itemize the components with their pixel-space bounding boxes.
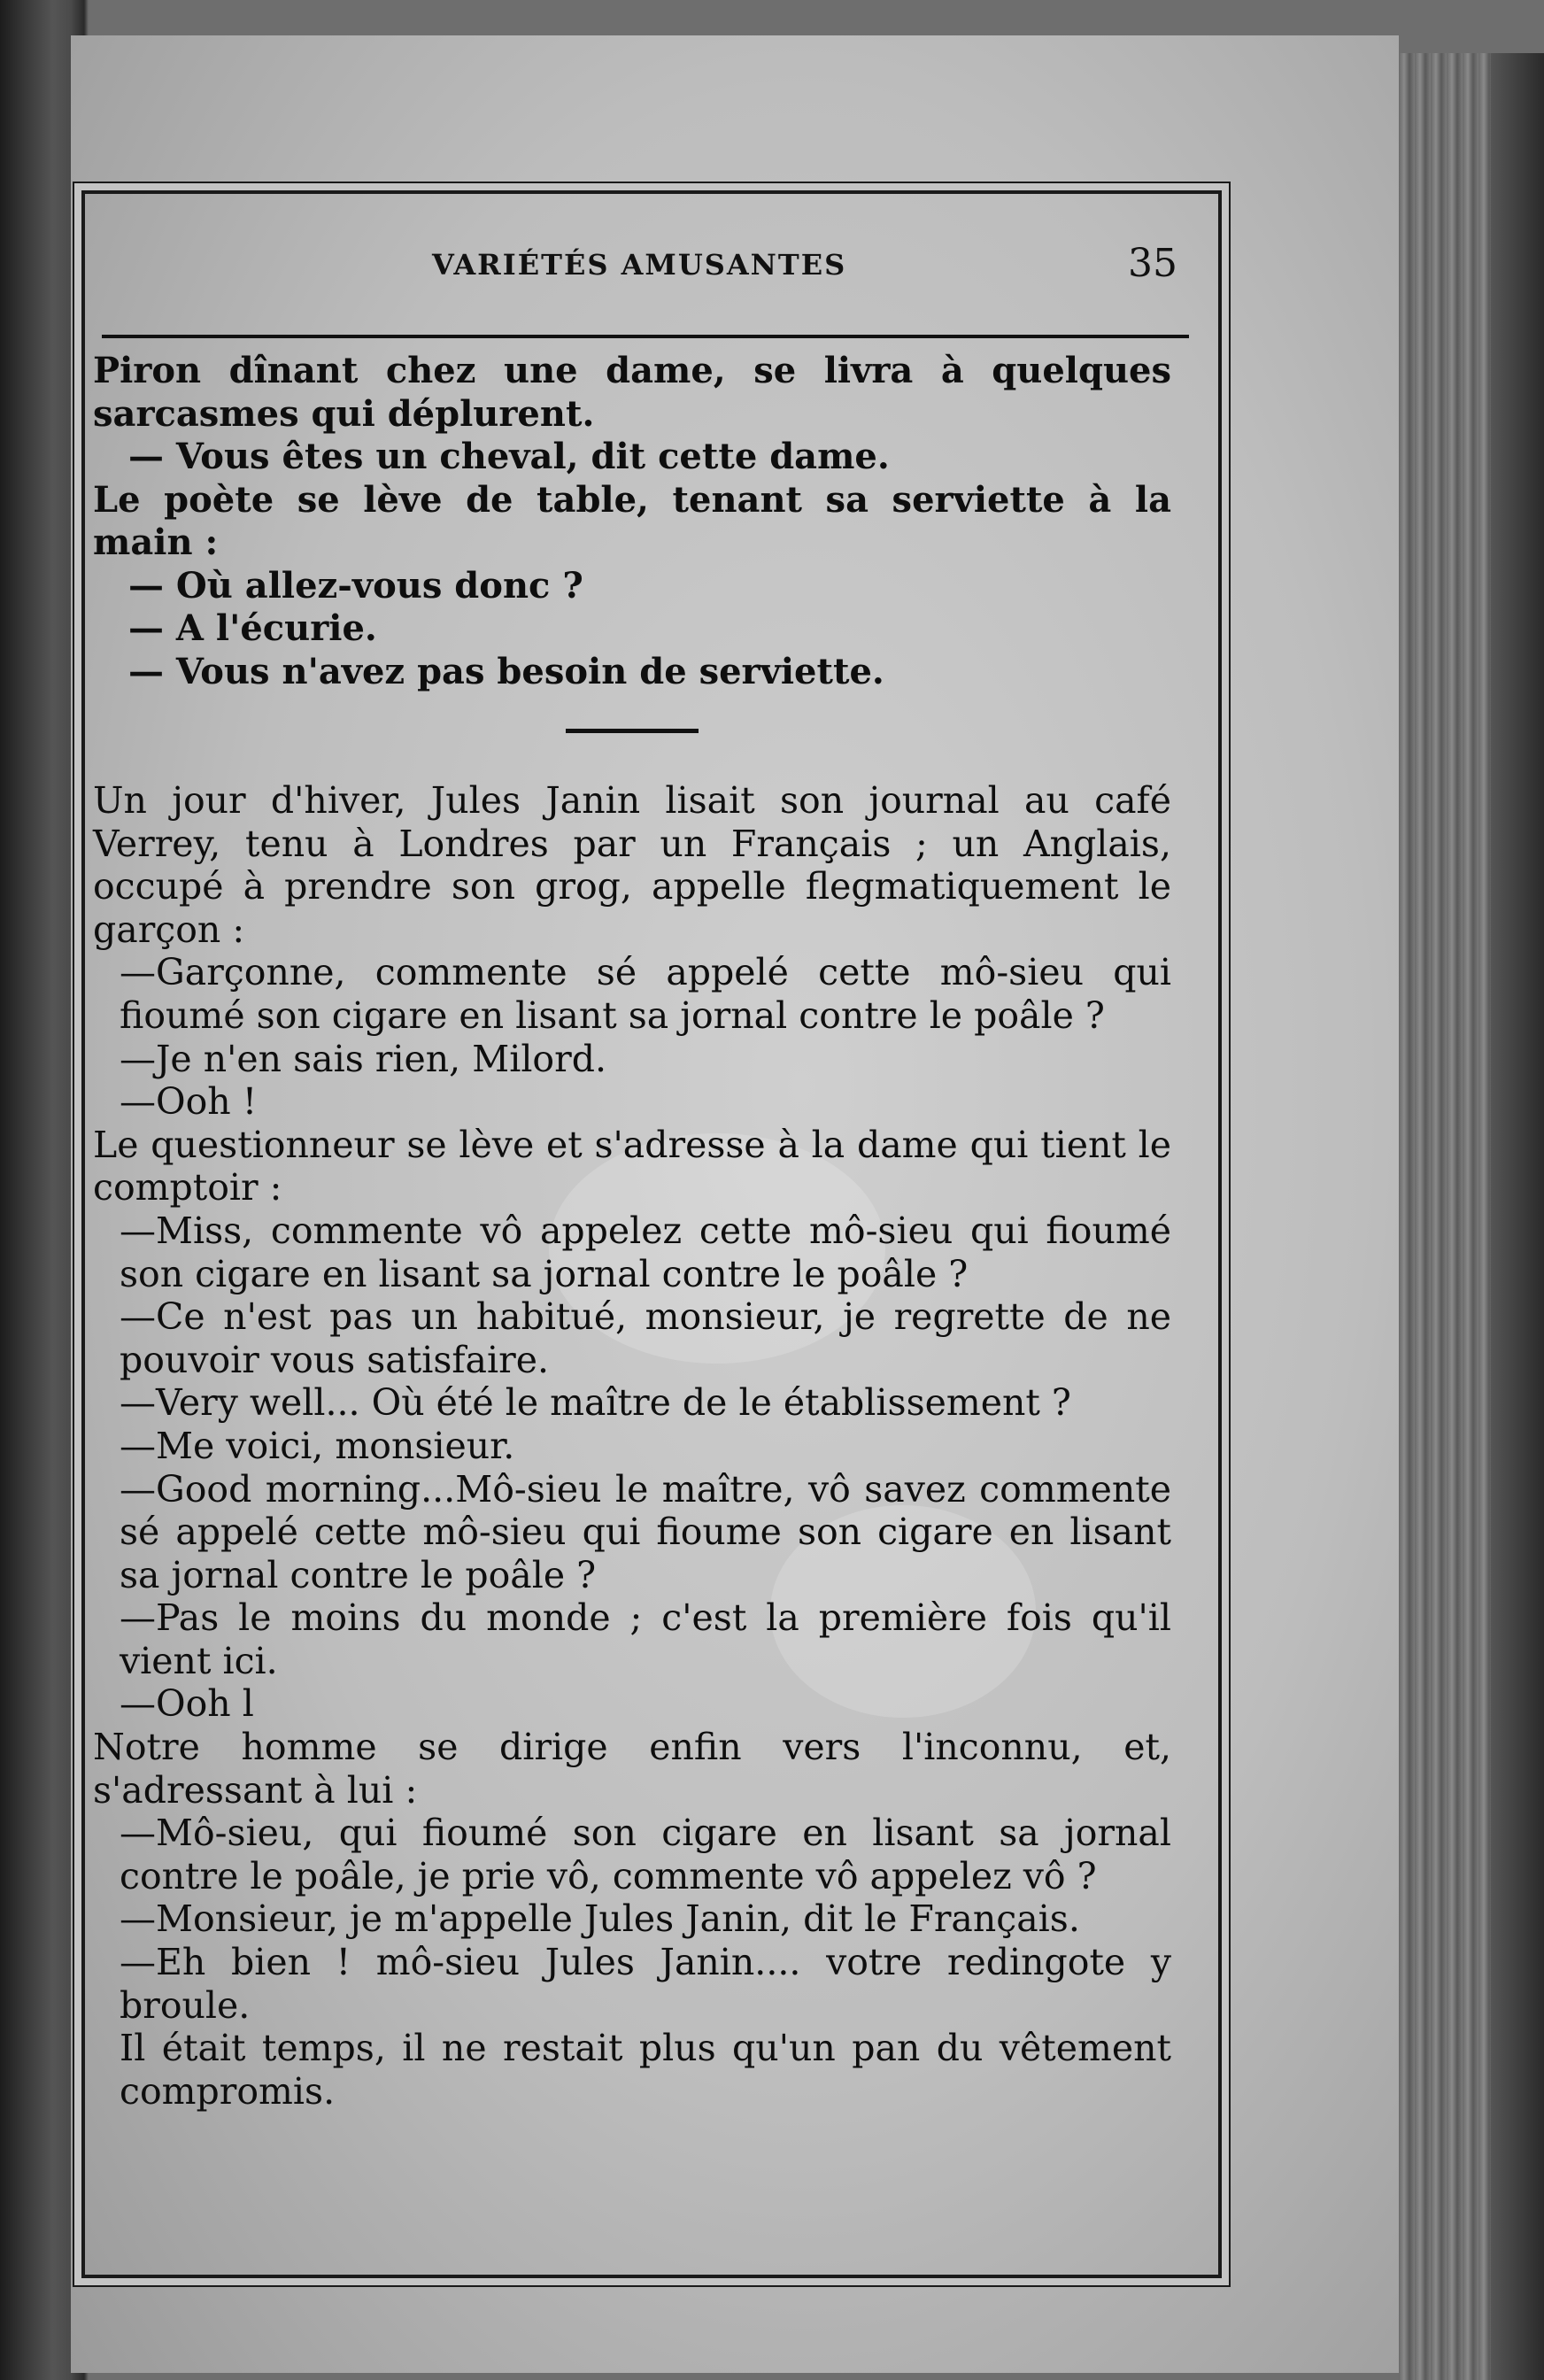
dialogue-line: —Good morning...Mô-sieu le maître, vô savez commente sé appelé cette mô-sieu qui fioume son cigare en lisant sa jornal contre le poâle ? <box>120 1467 1171 1596</box>
dialogue-line: — A l'écurie. <box>128 607 377 649</box>
dialogue-line: — Vous n'avez pas besoin de serviette. <box>128 650 884 692</box>
second-anecdote <box>93 779 1171 2113</box>
paragraph: Le questionneur se lève et s'adresse à la dame qui tient le comptoir : <box>93 1123 1171 1209</box>
dialogue-line: —Garçonne, commente sé appelé cette mô-sieu qui fioumé son cigare en lisant sa jornal contre le poâle ? <box>120 951 1171 1037</box>
page-edges <box>1399 53 1544 2380</box>
dialogue-line: —Me voici, monsieur. <box>120 1424 515 1467</box>
dialogue-line: —Monsieur, je m'appelle Jules Janin, dit le Français. <box>120 1897 1080 1941</box>
dialogue-line: —Ce n'est pas un habitué, monsieur, je regrette de ne pouvoir vous satisfaire. <box>120 1295 1171 1381</box>
paragraph: Il était temps, il ne restait plus qu'un pan du vêtement compromis. <box>120 2027 1171 2113</box>
dialogue-line: —Pas le moins du monde ; c'est la première fois qu'il vient ici. <box>120 1596 1171 1682</box>
dialogue-line: — Vous êtes un cheval, dit cette dame. <box>128 436 890 477</box>
dialogue-line: —Miss, commente vô appelez cette mô-sieu qui fioumé son cigare en lisant sa jornal contre le poâle ? <box>120 1209 1171 1295</box>
paragraph: Un jour d'hiver, Jules Janin lisait son journal au café Verrey, tenu à Londres par un Français ; un Anglais, occupé à prendre son grog, appelle flegmatiquement le garçon : <box>93 779 1171 951</box>
paragraph: Le poète se lève de table, tenant sa serviette à la main : <box>93 478 1171 563</box>
dialogue-line: — Où allez-vous donc ? <box>128 564 583 607</box>
dialogue-line: —Eh bien ! mô-sieu Jules Janin.... votre redingote y broule. <box>120 1941 1171 2027</box>
paragraph: Piron dînant chez une dame, se livra à quelques sarcasmes qui déplurent. <box>93 350 1171 435</box>
running-title: VARIÉTÉS AMUSANTES <box>432 248 847 282</box>
body-text <box>93 350 1171 2113</box>
running-head <box>106 239 1186 292</box>
dialogue-line: —Mô-sieu, qui fioumé son cigare en lisant sa jornal contre le poâle, je prie vô, commente vô appelez vô ? <box>120 1812 1171 1897</box>
dialogue-line: —Ooh l <box>120 1682 254 1726</box>
section-separator <box>566 729 699 733</box>
dialogue-line: —Very well... Où été le maître de le établissement ? <box>120 1381 1071 1425</box>
dialogue-line: —Ooh ! <box>120 1080 258 1124</box>
dialogue-line: —Je n'en sais rien, Milord. <box>120 1037 606 1080</box>
page-number: 35 <box>1128 241 1177 286</box>
paragraph: Notre homme se dirige enfin vers l'inconnu, et, s'adressant à lui : <box>93 1726 1171 1812</box>
header-rule <box>102 335 1189 338</box>
